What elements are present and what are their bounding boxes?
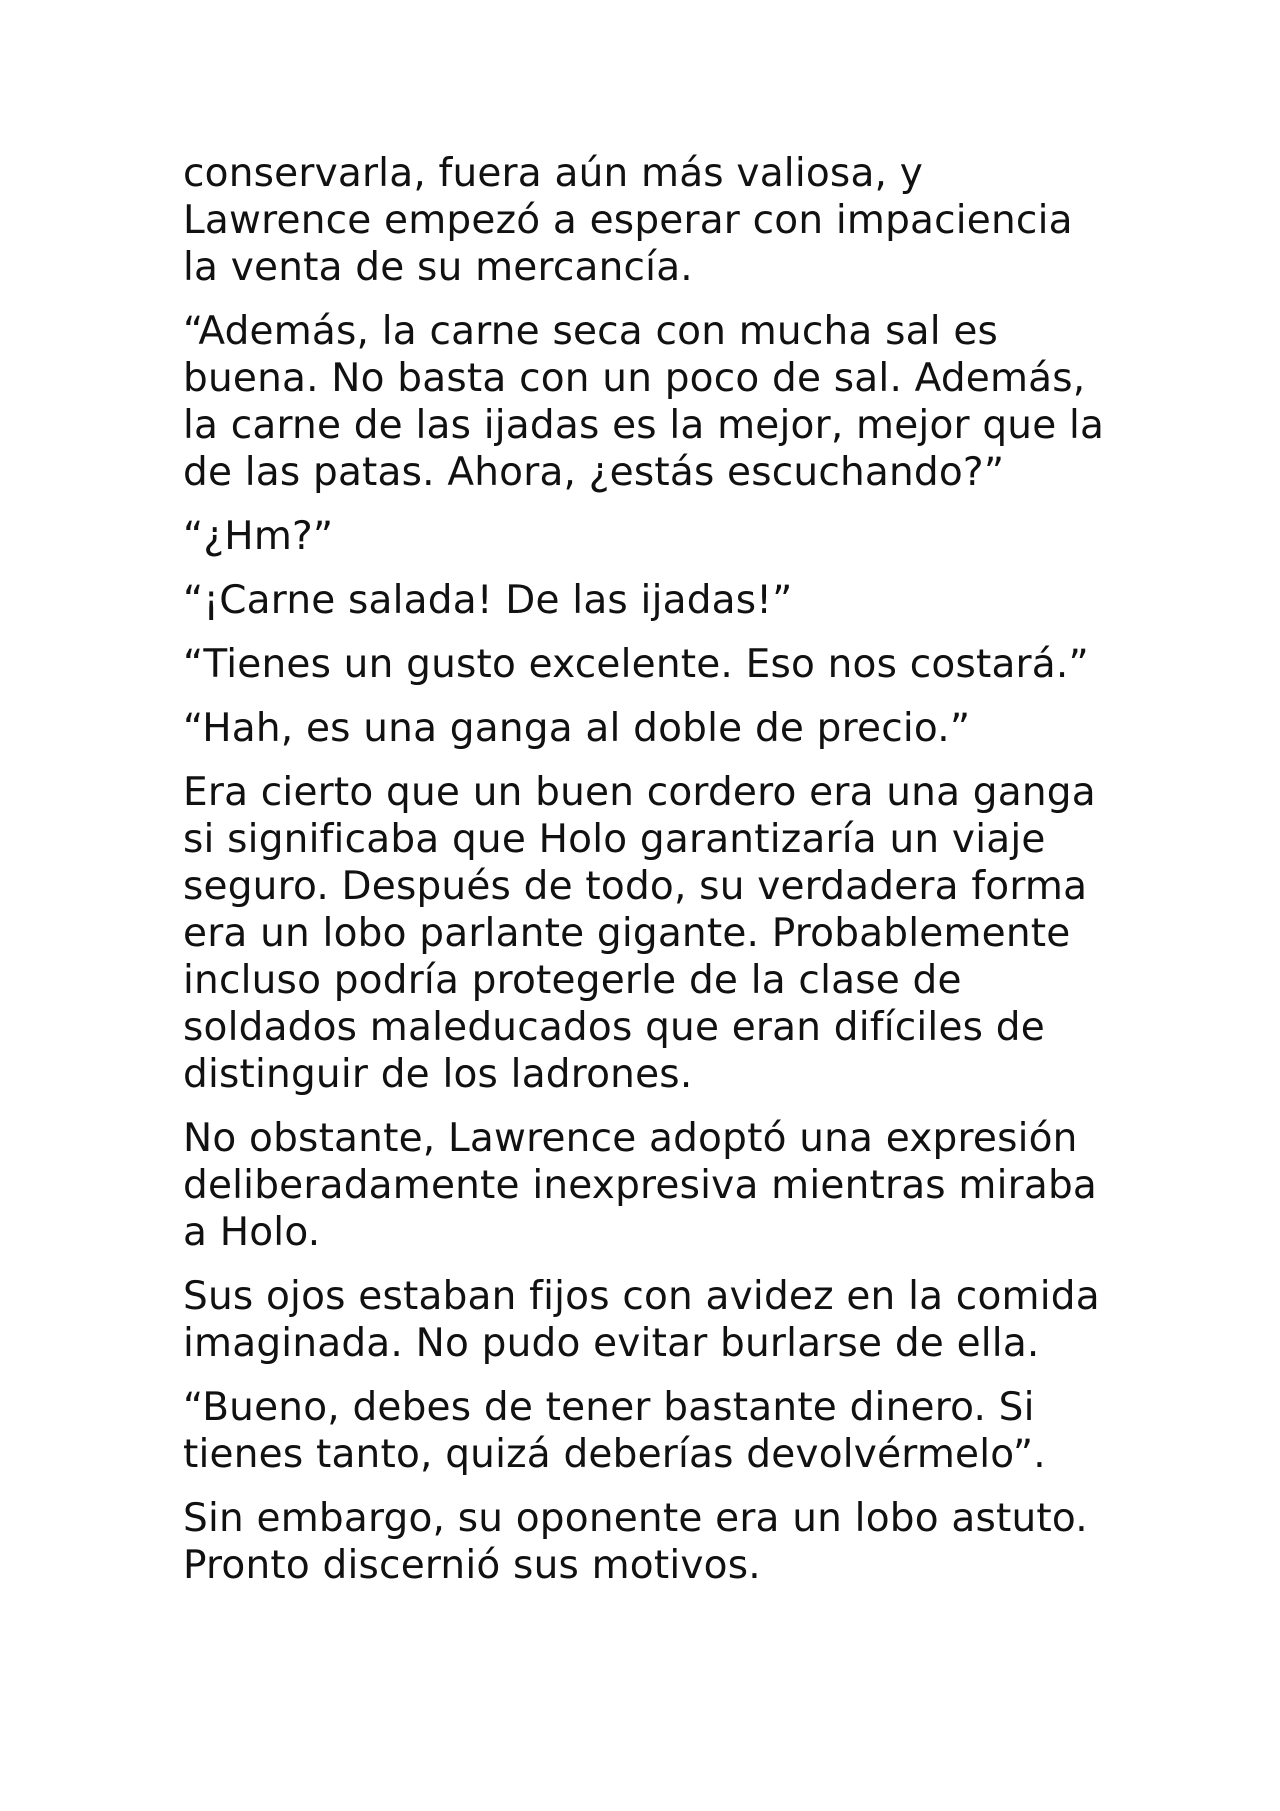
- paragraph: Sus ojos estaban fijos con avidez en la comida imaginada. No pudo evitar burlarse de ella.: [183, 1274, 1100, 1366]
- paragraph: “Tienes un gusto excelente. Eso nos costará.”: [183, 642, 1089, 687]
- paragraph: “Hah, es una ganga al doble de precio.”: [183, 706, 971, 751]
- body-text: [183, 150, 1113, 1606]
- paragraph: “Bueno, debes de tener bastante dinero. Si tienes tanto, quizá deberías devolvérmelo”.: [183, 1385, 1046, 1477]
- paragraph: Era cierto que un buen cordero era una ganga si significaba que Holo garantizaría un viaje seguro. Después de todo, su verdadera forma era un lobo parlante gigante. Probablemente incluso podría protegerle de la clase de soldados maleducados que eran difíciles de distinguir de los ladrones.: [183, 770, 1096, 1097]
- paragraph: No obstante, Lawrence adoptó una expresión deliberadamente inexpresiva mientras miraba a Holo.: [183, 1116, 1098, 1255]
- paragraph: Sin embargo, su oponente era un lobo astuto. Pronto discernió sus motivos.: [183, 1496, 1088, 1588]
- paragraph: “¡Carne salada! De las ijadas!”: [183, 578, 793, 623]
- paragraph: conservarla, fuera aún más valiosa, y Lawrence empezó a esperar con impaciencia la venta de su mercancía.: [183, 151, 1073, 290]
- paragraph: “¿Hm?”: [183, 514, 334, 559]
- paragraph: “Además, la carne seca con mucha sal es buena. No basta con un poco de sal. Además, la carne de las ijadas es la mejor, mejor que la de las patas. Ahora, ¿estás escuchando?”: [183, 309, 1105, 495]
